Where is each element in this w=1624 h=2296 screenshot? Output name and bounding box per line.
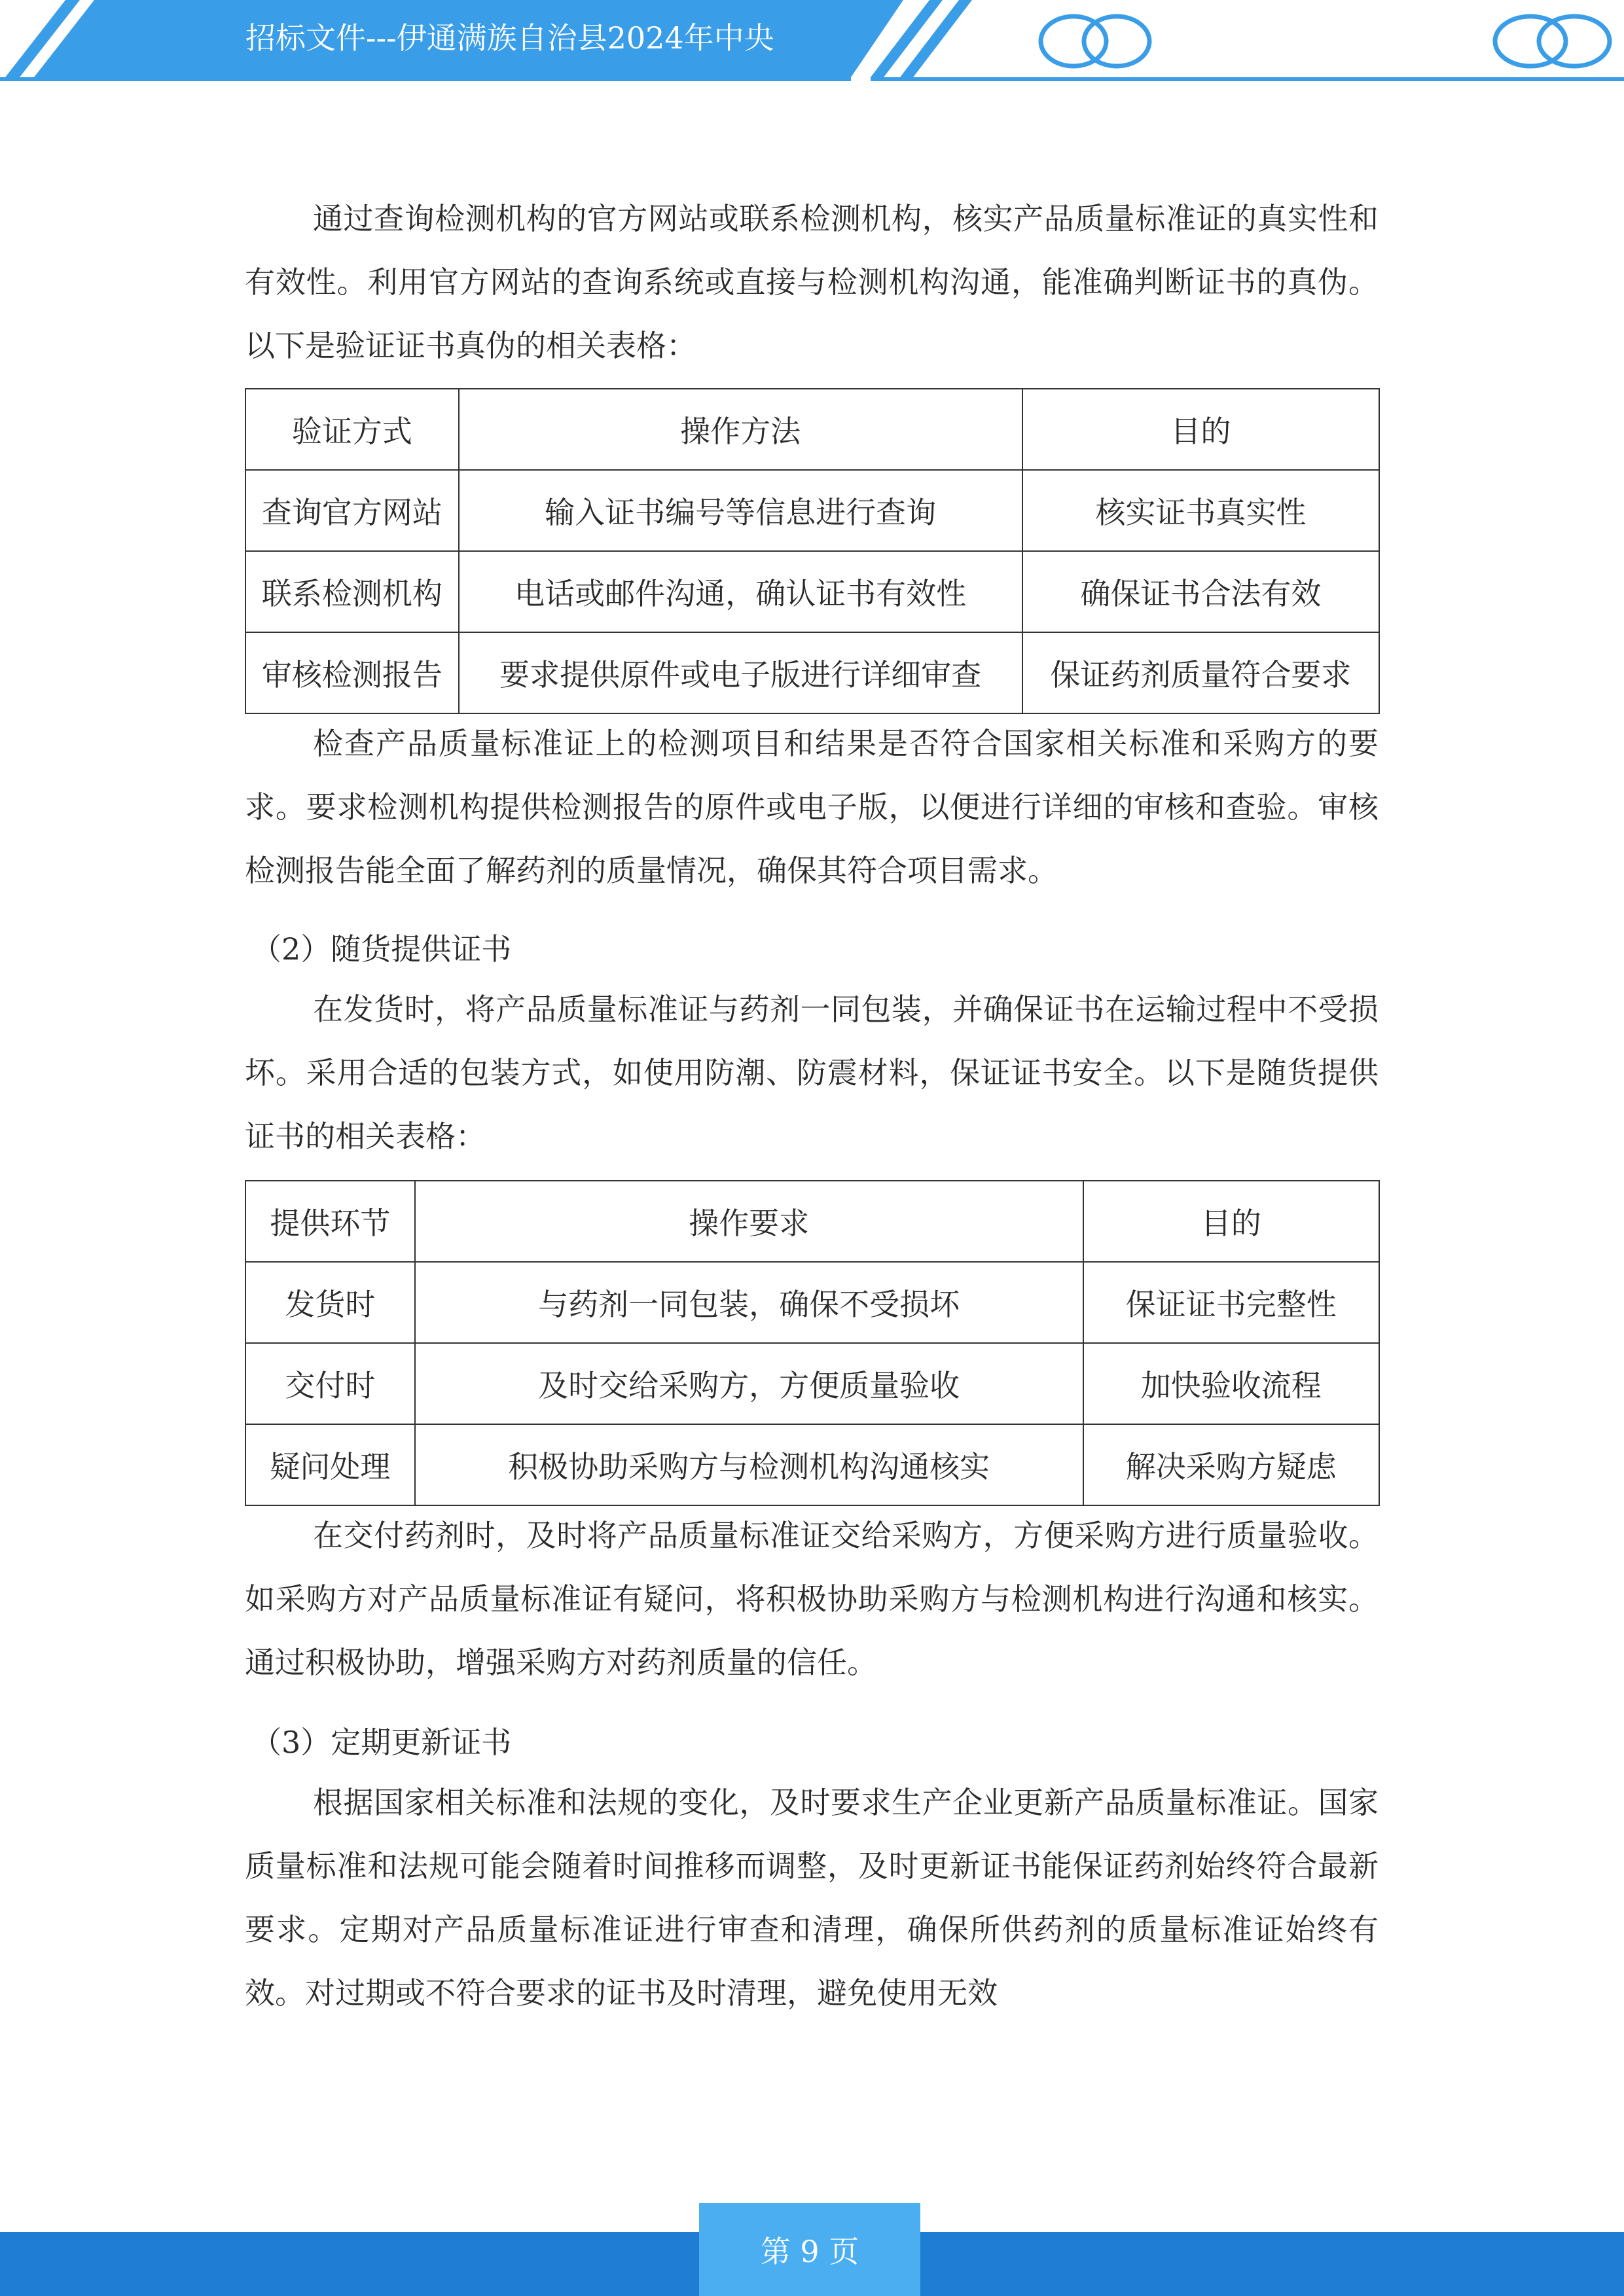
- table-header-cell: 验证方式: [245, 389, 459, 470]
- logo-rings-icon-right: [1495, 16, 1610, 66]
- paragraph-shipping: 在发货时，将产品质量标准证与药剂一同包装，并确保证书在运输过程中不受损坏。采用合适的包装方式，如使用防潮、防震材料，保证证书安全。以下是随货提供证书的相关表格：: [245, 992, 1379, 1154]
- page-number: 第 9 页: [760, 2234, 859, 2269]
- table-header-cell: 操作要求: [415, 1181, 1083, 1262]
- table-row: [245, 1343, 1379, 1424]
- table-row: [245, 470, 1379, 551]
- table-cell: 要求提供原件或电子版进行详细审查: [459, 632, 1022, 713]
- table-row: [245, 1262, 1379, 1343]
- table-row: [245, 1424, 1379, 1505]
- section-heading-2: （2）随货提供证书: [251, 931, 512, 967]
- table-header-cell: 目的: [1022, 389, 1379, 470]
- table-row: [245, 551, 1379, 632]
- table-row: [245, 632, 1379, 713]
- paragraph-update: 根据国家相关标准和法规的变化，及时要求生产企业更新产品质量标准证。国家质量标准和法规可能会随着时间推移而调整，及时更新证书能保证药剂始终符合最新要求。定期对产品质量标准证进行审查和清理，确保所供药剂的质量标准证始终有效。对过期或不符合要求的证书及时清理，避免使用无效: [245, 1785, 1379, 2011]
- table-cell: 审核检测报告: [245, 632, 459, 713]
- table-cell: 保证证书完整性: [1083, 1262, 1379, 1343]
- paragraph-check-report: 检查产品质量标准证上的检测项目和结果是否符合国家相关标准和采购方的要求。要求检测机构提供检测报告的原件或电子版，以便进行详细的审核和查验。审核检测报告能全面了解药剂的质量情况，确保其符合项目需求。: [245, 726, 1379, 888]
- table-cell: 联系检测机构: [245, 551, 459, 632]
- table-cell: 电话或邮件沟通，确认证书有效性: [459, 551, 1022, 632]
- table-cell: 保证药剂质量符合要求: [1022, 632, 1379, 713]
- table-cell: 解决采购方疑虑: [1083, 1424, 1379, 1505]
- table-header-row: [245, 1181, 1379, 1262]
- page-header: [0, 0, 1624, 85]
- table-header-cell: 操作方法: [459, 389, 1022, 470]
- paragraph-delivery: 在交付药剂时，及时将产品质量标准证交给采购方，方便采购方进行质量验收。如采购方对产品质量标准证有疑问，将积极协助采购方与检测机构进行沟通和核实。通过积极协助，增强采购方对药剂质量的信任。: [245, 1518, 1379, 1680]
- table-cell: 发货时: [245, 1262, 415, 1343]
- verification-table: [245, 388, 1380, 714]
- table-cell: 及时交给采购方，方便质量验收: [415, 1343, 1083, 1424]
- section-heading-3: （3）定期更新证书: [251, 1725, 512, 1760]
- document-title: 招标文件---伊通满族自治县2024年中央: [245, 20, 774, 56]
- table-header-row: [245, 389, 1379, 470]
- table-cell: 查询官方网站: [245, 470, 459, 551]
- table-cell: 疑问处理: [245, 1424, 415, 1505]
- paragraph-verify-intro: 通过查询检测机构的官方网站或联系检测机构，核实产品质量标准证的真实性和有效性。利用官方网站的查询系统或直接与检测机构沟通，能准确判断证书的真伪。以下是验证证书真伪的相关表格：: [245, 201, 1379, 363]
- shipping-table: [245, 1180, 1380, 1506]
- table-header-cell: 目的: [1083, 1181, 1379, 1262]
- table-cell: 确保证书合法有效: [1022, 551, 1379, 632]
- table-cell: 积极协助采购方与检测机构沟通核实: [415, 1424, 1083, 1505]
- table-cell: 加快验收流程: [1083, 1343, 1379, 1424]
- table-cell: 输入证书编号等信息进行查询: [459, 470, 1022, 551]
- table-header-cell: 提供环节: [245, 1181, 415, 1262]
- table-cell: 与药剂一同包装，确保不受损坏: [415, 1262, 1083, 1343]
- table-cell: 交付时: [245, 1343, 415, 1424]
- table-cell: 核实证书真实性: [1022, 470, 1379, 551]
